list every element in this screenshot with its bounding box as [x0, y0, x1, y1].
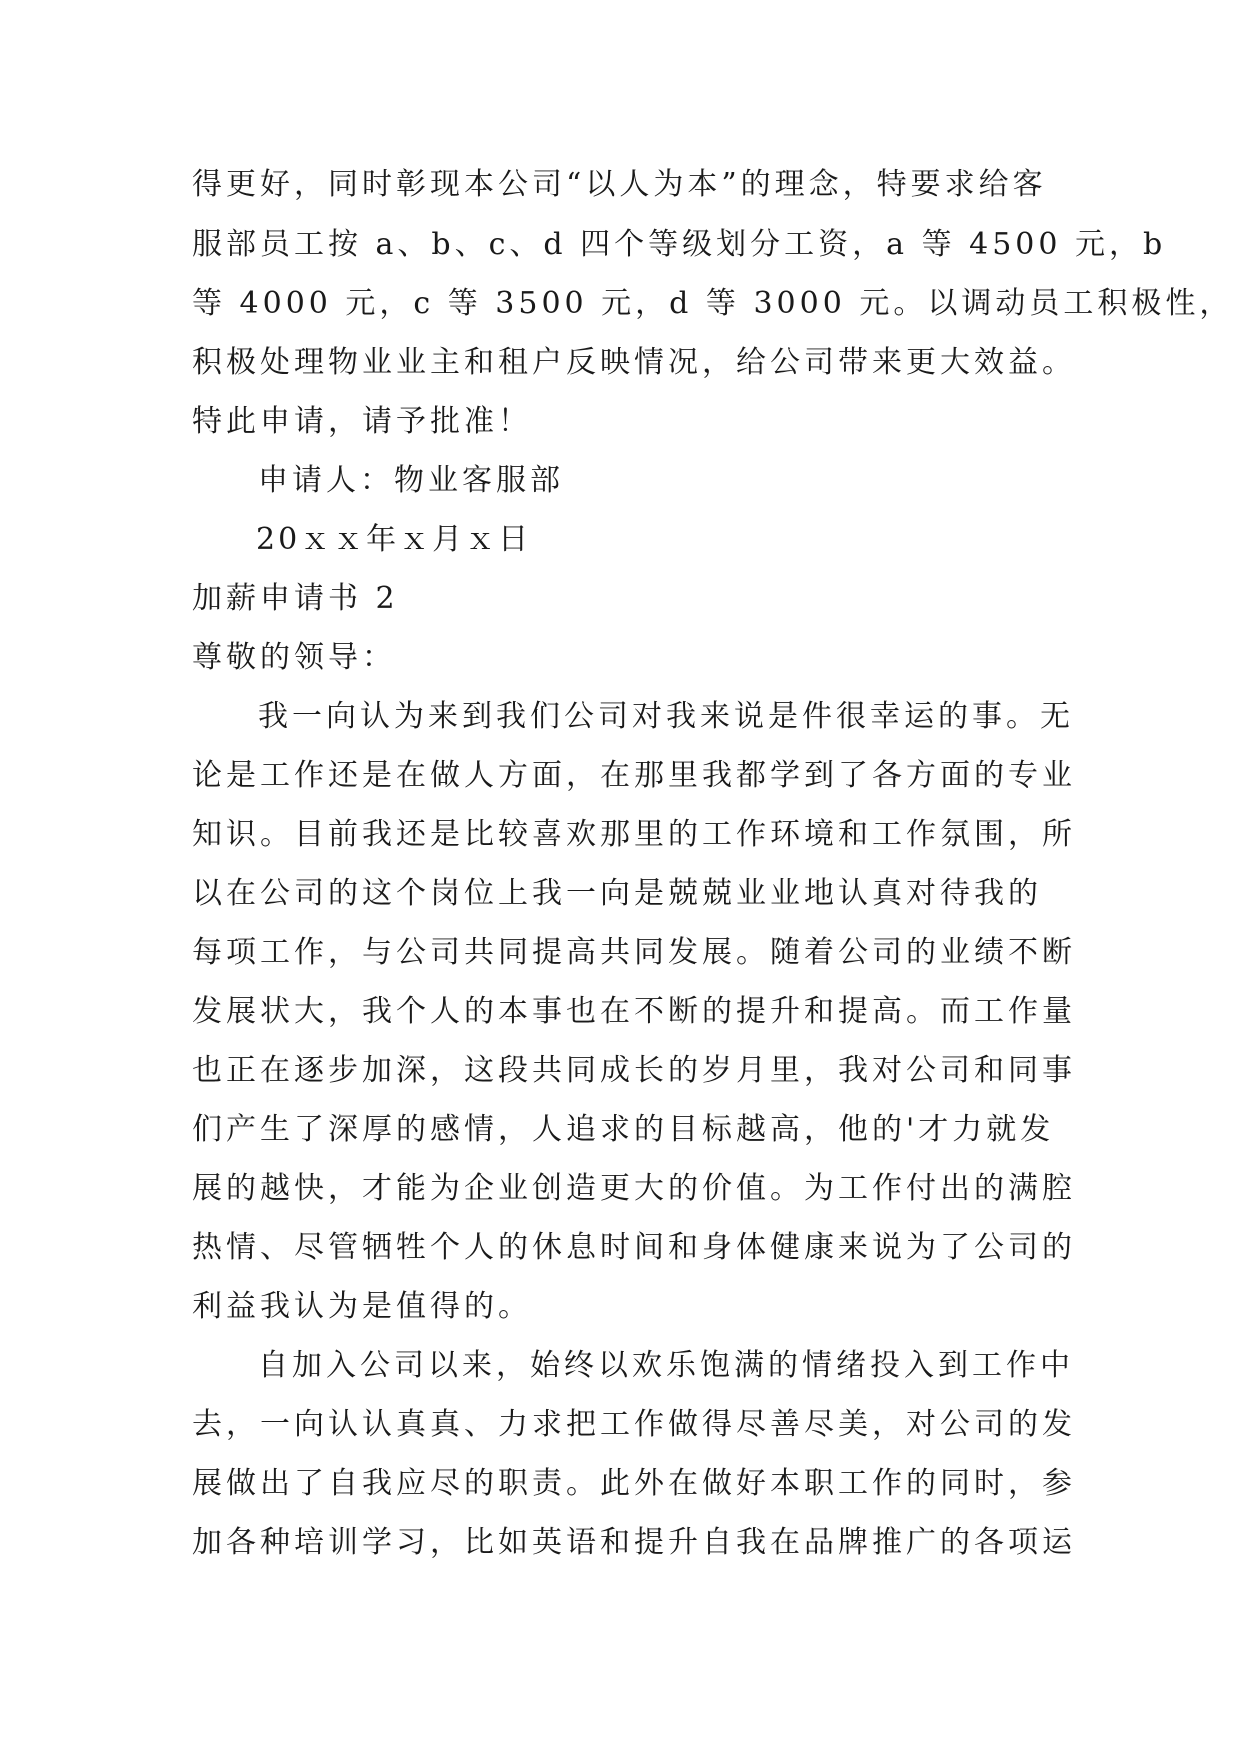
- body-text-line: 服部员工按 a、b、c、d 四个等级划分工资，a 等 4500 元，b: [192, 227, 1167, 262]
- body-text-line: 发展状大，我个人的本事也在不断的提升和提高。而工作量: [192, 994, 1076, 1029]
- section-heading: 加薪申请书 2: [192, 581, 399, 616]
- body-text-line: 知识。目前我还是比较喜欢那里的工作环境和工作氛围，所: [192, 817, 1076, 852]
- body-text-line: 论是工作还是在做人方面，在那里我都学到了各方面的专业: [192, 758, 1076, 793]
- body-text-line: 得更好，同时彰现本公司“以人为本”的理念，特要求给客: [192, 167, 1047, 202]
- body-text-line: 展的越快，才能为企业创造更大的价值。为工作付出的满腔: [192, 1171, 1076, 1206]
- closing-text-line: 特此申请，请予批准！: [192, 404, 532, 439]
- body-text-line: 积极处理物业业主和租户反映情况，给公司带来更大效益。: [192, 345, 1076, 380]
- body-text-line: 以在公司的这个岗位上我一向是兢兢业业地认真对待我的: [192, 876, 1042, 911]
- body-text-line: 热情、尽管牺牲个人的休息时间和身体健康来说为了公司的: [192, 1230, 1076, 1265]
- body-text-line: 去，一向认认真真、力求把工作做得尽善尽美，对公司的发: [192, 1407, 1076, 1442]
- body-text-line: 我一向认为来到我们公司对我来说是件很幸运的事。无: [258, 699, 1074, 734]
- body-text-line: 加各种培训学习，比如英语和提升自我在品牌推广的各项运: [192, 1525, 1076, 1560]
- body-text-line: 每项工作，与公司共同提高共同发展。随着公司的业绩不断: [192, 935, 1076, 970]
- application-date: 20ｘｘ年ｘ月ｘ日: [256, 522, 532, 557]
- body-text-line: 展做出了自我应尽的职责。此外在做好本职工作的同时，参: [192, 1466, 1076, 1501]
- body-text-line: 也正在逐步加深，这段共同成长的岁月里，我对公司和同事: [192, 1053, 1076, 1088]
- salutation: 尊敬的领导：: [192, 640, 396, 675]
- body-text-line: 自加入公司以来，始终以欢乐饱满的情绪投入到工作中: [258, 1348, 1074, 1383]
- body-text-line: 利益我认为是值得的。: [192, 1289, 532, 1324]
- applicant-signature: 申请人：物业客服部: [258, 463, 564, 498]
- body-text-line: 们产生了深厚的感情，人追求的目标越高，他的'才力就发: [192, 1112, 1055, 1147]
- body-text-line: 等 4000 元，c 等 3500 元，d 等 3000 元。以调动员工积极性，: [192, 286, 1234, 321]
